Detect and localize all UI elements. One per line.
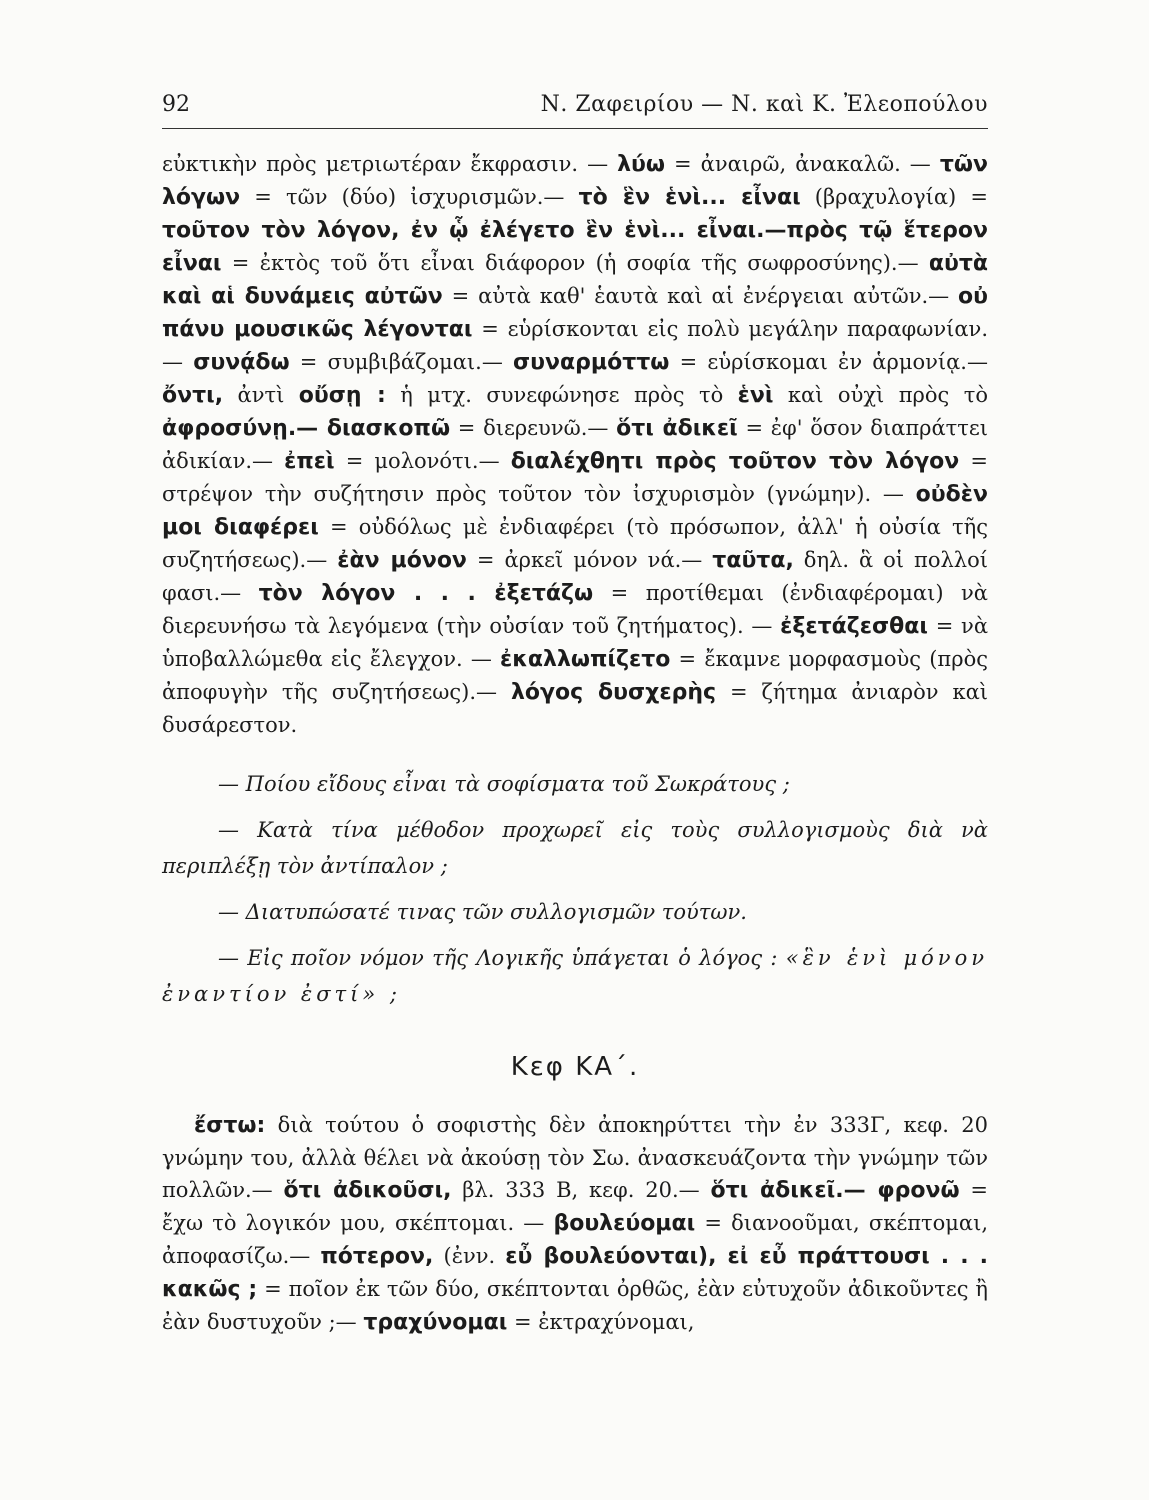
lemma: ταῦτα, xyxy=(712,548,794,573)
lemma: τὸν λόγον . . . ἐξετάζω xyxy=(258,581,594,606)
gloss: = εὑρίσκονται εἰς πολὺ μεγάλην παραφωνίαν.— xyxy=(162,317,988,374)
question-item: — Ποίου εἴδους εἶναι τὰ σοφίσματα τοῦ Σωκράτους ; xyxy=(218,772,790,796)
text-block xyxy=(162,148,988,1339)
question-item xyxy=(162,935,988,1017)
gloss: = τῶν (δύο) ἰσχυρισμῶν.— xyxy=(240,185,579,209)
lemma: λόγος δυσχερὴς xyxy=(510,680,717,705)
lemma: οὔσῃ : xyxy=(298,383,386,408)
lemma: ἑνὶ xyxy=(737,383,774,408)
lemma: βουλεύομαι xyxy=(553,1211,696,1236)
gloss: = προτίθεμαι (ἐνδιαφέρομαι) νὰ διερευνήσω τὰ λεγόμενα (τὴν οὐσίαν τοῦ ζητήματος). — xyxy=(162,581,988,638)
gloss: = στρέψον τὴν συζήτησιν πρὸς τοῦτον τὸν ἰσχυρισμὸν (γνώμην). — xyxy=(162,449,988,506)
lemma: συνᾴδω xyxy=(193,350,290,375)
gloss: βλ. 333 Β, κεφ. 20.— xyxy=(451,1178,711,1202)
gloss: = οὐδόλως μὲ ἐνδιαφέρει (τὸ πρόσωπον, ἀλλ' ἡ οὐσία τῆς συζητήσεως).— xyxy=(162,515,989,572)
gloss: = ἀρκεῖ μόνον νά.— xyxy=(466,548,713,572)
lemma: διαλέχθητι πρὸς τοῦτον τὸν λόγον xyxy=(510,449,960,474)
gloss: = ἐφ' ὅσον διαπράττει ἀδικίαν.— xyxy=(162,416,989,473)
lemma: ἔστω: xyxy=(194,1113,266,1138)
gloss: = ἐκτραχύνομαι, xyxy=(507,1310,695,1334)
lemma: ἀφροσύνῃ.— διασκοπῶ xyxy=(162,416,451,441)
lemma: τοῦτον τὸν λόγον, ἐν ᾧ ἐλέγετο ἓν ἑνὶ... εἶναι.—πρὸς τῷ ἕτερον εἶναι xyxy=(162,218,988,276)
lemma: ἐπεὶ xyxy=(284,449,335,474)
gloss: δηλ. ἃ οἱ πολλοί φασι.— xyxy=(162,548,988,605)
page-number: 92 xyxy=(162,92,190,117)
gloss: = νὰ ὑποβαλλώμεθα εἰς ἔλεγχον. — xyxy=(162,614,988,671)
chapter-heading: Κεφ ΚΑ΄. xyxy=(510,1052,640,1082)
gloss: ἡ μτχ. συνεφώνησε πρὸς τὸ xyxy=(385,383,738,407)
lemma: συναρμόττω xyxy=(513,350,670,375)
gloss: διὰ τούτου ὁ σοφιστὴς δὲν ἀποκηρύττει τὴν ἐν 333Γ, κεφ. 20 γνώμην του, ἀλλὰ θέλει νὰ ἀκούσῃ τὸν Σω. ἀνασκευάζοντα τὴν γνώμην τῶν πολλῶν.— xyxy=(162,1113,988,1202)
lemma: λύω xyxy=(617,152,666,177)
lemma: ἐξετάζεσθαι xyxy=(780,614,928,639)
gloss: (βραχυλογία) = xyxy=(800,185,988,209)
lemma: ἐὰν μόνον xyxy=(337,548,467,573)
lemma: ὅτι ἀδικεῖ.— φρονῶ xyxy=(710,1178,960,1203)
chapter-commentary-paragraph xyxy=(162,1109,988,1339)
gloss: = ποῖον ἐκ τῶν δύο, σκέπτονται ὀρθῶς, ἐὰν εὐτυχοῦν ἀδικοῦντες ἢ ἐὰν δυστυχοῦν ;— xyxy=(162,1277,988,1334)
lemma: αὐτὰ καὶ αἱ δυνάμεις αὐτῶν xyxy=(162,251,988,309)
question-text: — Εἰς ποῖον νόμον τῆς Λογικῆς ὑπάγεται ὁ λόγος : xyxy=(218,946,778,970)
gloss: = ἔχω τὸ λογικόν μου, σκέπτομαι. — xyxy=(162,1178,988,1235)
question-item: — Κατὰ τίνα μέθοδον προχωρεῖ εἰς τοὺς συλλογισμοὺς διὰ νὰ περιπλέξῃ τὸν ἀντίπαλον ; xyxy=(162,818,988,878)
gloss: = ζήτημα ἀνιαρὸν καὶ δυσάρεστον. xyxy=(162,680,988,737)
gloss: = συμβιβάζομαι.— xyxy=(289,350,514,374)
gloss: εὐκτικὴν πρὸς μετριωτέραν ἔκφρασιν. — xyxy=(162,152,618,176)
gloss: καὶ οὐχὶ πρὸς τὸ xyxy=(773,383,988,407)
lemma: εὖ βουλεύονται), εἰ εὖ πράττουσι . . . κακῶς ; xyxy=(162,1244,989,1302)
gloss: = ἔκαμνε μορφασμοὺς (πρὸς ἀποφυγὴν τῆς συζητήσεως).— xyxy=(162,647,988,704)
question-quote: «ἓν ἑνὶ μόνον ἐναντίον ἐστί» ; xyxy=(162,946,988,1006)
lemma: ὅτι ἀδικοῦσι, xyxy=(283,1178,452,1203)
lemma: τραχύνομαι xyxy=(363,1310,508,1335)
lemma: τῶν λόγων xyxy=(162,152,988,210)
lemma: ὄντι, xyxy=(162,383,224,408)
gloss: ἀντὶ xyxy=(223,383,299,407)
gloss: = μολονότι.— xyxy=(334,449,511,473)
gloss: = ἀναιρῶ, ἀνακαλῶ. — xyxy=(665,152,940,176)
gloss: = εὑρίσκομαι ἐν ἁρμονίᾳ.— xyxy=(669,350,988,374)
lemma: τὸ ἓν ἑνὶ... εἶναι xyxy=(578,185,801,210)
commentary-paragraph xyxy=(162,148,988,741)
lemma: ἐκαλλωπίζετο xyxy=(500,647,671,672)
lemma: πότερον, xyxy=(320,1244,434,1269)
lemma: οὐδὲν μοι διαφέρει xyxy=(162,482,988,540)
gloss: = διερευνῶ.— xyxy=(450,416,617,440)
lemma: ὅτι ἀδικεῖ xyxy=(616,416,738,441)
question-item: — Διατυπώσατέ τινας τῶν συλλογισμῶν τούτων. xyxy=(218,900,747,924)
gloss: = διανοοῦμαι, σκέπτομαι, ἀποφασίζω.— xyxy=(162,1211,988,1268)
gloss: (ἐνν. xyxy=(433,1244,506,1268)
gloss: = αὐτὰ καθ' ἑαυτὰ καὶ αἱ ἐνέργειαι αὐτῶν.— xyxy=(442,284,959,308)
running-head: Ν. Ζαφειρίου — Ν. καὶ Κ. Ἐλεοπούλου xyxy=(540,92,988,117)
question-list xyxy=(162,761,988,1017)
page-header xyxy=(162,92,988,129)
lemma: οὐ πάνυ μουσικῶς λέγονται xyxy=(162,284,988,342)
gloss: = ἐκτὸς τοῦ ὅτι εἶναι διάφορον (ἡ σοφία τῆς σωφροσύνης).— xyxy=(221,251,929,275)
